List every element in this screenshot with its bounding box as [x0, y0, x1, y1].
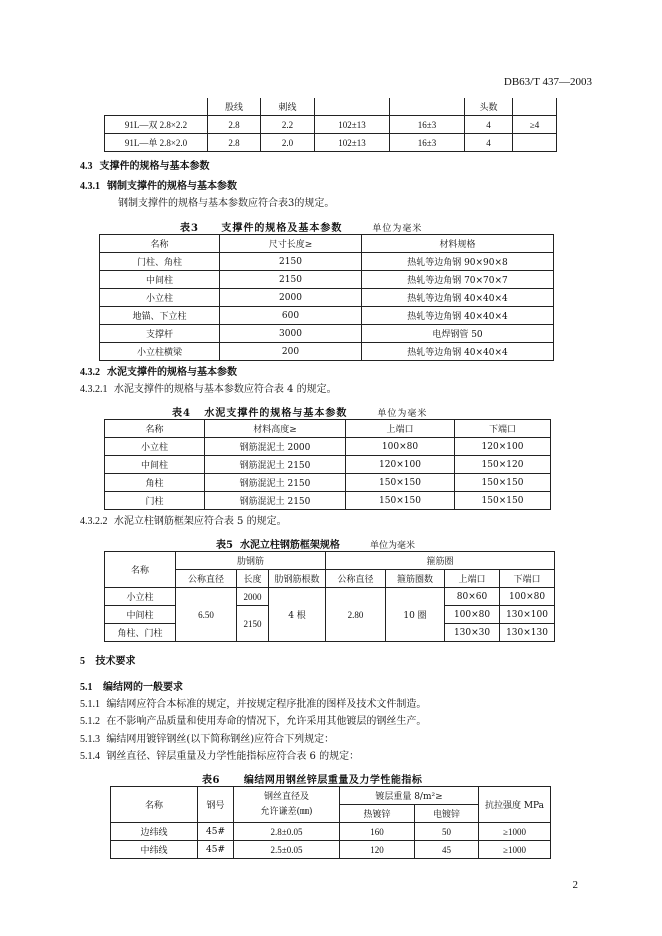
table-cell: 100×80 — [346, 438, 455, 456]
table-cell: 2150 — [220, 271, 362, 289]
table-row — [105, 420, 551, 438]
table-header-cell: 公称直径 — [326, 570, 386, 588]
table-row — [111, 787, 551, 805]
table-cell: 钢筋混泥土 2150 — [205, 492, 346, 510]
table-cell: ≥1000 — [479, 823, 551, 841]
table-header-cell: 材料高度≥ — [205, 420, 346, 438]
table-cell: 16±3 — [390, 134, 465, 152]
table-cell: 2000 — [220, 289, 362, 307]
table5 — [104, 551, 555, 642]
table4 — [104, 419, 551, 510]
table-cell: 2.5±0.05 — [234, 841, 340, 859]
table-cell: 150×150 — [455, 492, 551, 510]
table-row — [100, 271, 554, 289]
paragraph-4-3-2-2: 4.3.2.2 水泥立柱钢筋框架应符合表 5 的规定。 — [80, 516, 287, 527]
table5-caption: 表5 水泥立柱钢筋框架规格 单位为毫米 — [216, 540, 415, 551]
table-cell: 边纬线 — [111, 823, 198, 841]
table-cell: 头数 — [465, 98, 513, 116]
table-row — [105, 474, 551, 492]
table-cell: 50 — [415, 823, 479, 841]
table-header-cell: 名称 — [100, 235, 220, 253]
table-row — [105, 98, 557, 116]
table-cell: 2.2 — [261, 116, 315, 134]
table-cell: 热轧等边角钢 40×40×4 — [362, 289, 554, 307]
table-cell: 2.80 — [326, 588, 386, 642]
table-header-cell: 钢号 — [198, 787, 234, 823]
table-cell: 130×100 — [500, 606, 555, 624]
paragraph-5-1-1: 5.1.1 编结网应符合本标准的规定，并按规定程序批准的图样及技术文件制造。 — [80, 699, 427, 710]
table-header-cell: 上端口 — [346, 420, 455, 438]
table-cell: 150×150 — [455, 474, 551, 492]
table-cell: 120 — [340, 841, 415, 859]
table-row — [105, 116, 557, 134]
table-cell: 10 圈 — [386, 588, 445, 642]
table-cell: 3000 — [220, 325, 362, 343]
table-cell: 102±13 — [315, 116, 390, 134]
table-header-cell: 下端口 — [455, 420, 551, 438]
table-cell: 2.0 — [261, 134, 315, 152]
table-row — [100, 307, 554, 325]
table-row — [105, 552, 555, 570]
table-cell: 16±3 — [390, 116, 465, 134]
table3 — [99, 234, 554, 361]
table-cell: 热轧等边角钢 40×40×4 — [362, 343, 554, 361]
section-heading-5-1: 5.1 编结网的一般要求 — [80, 682, 183, 693]
table-cell: 2.8 — [208, 116, 261, 134]
table-cell: 地锚、下立柱 — [100, 307, 220, 325]
table-row — [100, 235, 554, 253]
table-header-cell: 长度 — [237, 570, 269, 588]
table-cell: 100×80 — [500, 588, 555, 606]
paragraph-5-1-2: 5.1.2 在不影响产品质量和使用寿命的情况下，允许采用其他镀层的钢丝生产。 — [80, 716, 427, 727]
table-cell: 中间柱 — [105, 606, 176, 624]
table-cell: 中间柱 — [105, 456, 205, 474]
table-header-cell: 热镀锌 — [340, 805, 415, 823]
table-cell: 4 — [465, 116, 513, 134]
table-cell: 股线 — [208, 98, 261, 116]
table-cell: 120×100 — [346, 456, 455, 474]
table-cell: 钢筋混泥土 2150 — [205, 474, 346, 492]
table-cell: 小立柱横梁 — [100, 343, 220, 361]
table-cell: 2.8±0.05 — [234, 823, 340, 841]
table-cell: 91L—双 2.8×2.2 — [105, 116, 208, 134]
table-cell: 160 — [340, 823, 415, 841]
table-cell: 100×80 — [445, 606, 500, 624]
table-cell: 130×130 — [500, 624, 555, 642]
table-cell: 刺线 — [261, 98, 315, 116]
doc-code-header: DB63/T 437—2003 — [503, 76, 592, 88]
table-header-cell: 材料规格 — [362, 235, 554, 253]
section-heading-5: 5 技术要求 — [80, 656, 136, 667]
table-header-cell: 公称直径 — [176, 570, 237, 588]
table-cell: 小立柱 — [105, 588, 176, 606]
table-row — [111, 823, 551, 841]
table-cell: 热轧等边角钢 90×90×8 — [362, 253, 554, 271]
table-cell: 热轧等边角钢 70×70×7 — [362, 271, 554, 289]
table-cell: 120×100 — [455, 438, 551, 456]
table-cell: 小立柱 — [105, 438, 205, 456]
table-cell: 钢筋混泥土 2000 — [205, 438, 346, 456]
table-row — [105, 438, 551, 456]
top-table — [104, 98, 557, 152]
table-cell: ≥1000 — [479, 841, 551, 859]
table-row — [111, 841, 551, 859]
table-cell: 91L—单 2.8×2.0 — [105, 134, 208, 152]
table-header-cell: 抗拉强度 MPa — [479, 787, 551, 823]
table-row — [100, 253, 554, 271]
table-cell: 4 根 — [269, 588, 326, 642]
table-cell: 150×120 — [455, 456, 551, 474]
table-cell: 600 — [220, 307, 362, 325]
table-row — [105, 492, 551, 510]
table-header-cell: 尺寸长度≥ — [220, 235, 362, 253]
table-cell: 中间柱 — [100, 271, 220, 289]
table-cell: 45# — [198, 823, 234, 841]
table-header-cell: 名称 — [105, 420, 205, 438]
table-header-cell: 名称 — [111, 787, 198, 823]
table-header-cell: 下端口 — [500, 570, 555, 588]
table-cell: 角柱 — [105, 474, 205, 492]
paragraph-4-3-2-1: 4.3.2.1 水泥支撑件的规格与基本参数应符合表 4 的规定。 — [80, 384, 337, 395]
table-header-cell: 箍筋圈数 — [386, 570, 445, 588]
table-header-cell: 钢丝直径及 允许谦差(㎜) — [234, 787, 340, 823]
table4-caption: 表4 水泥支撑件的规格与基本参数 单位为毫米 — [172, 408, 428, 419]
paragraph-4-3-1: 钢制支撑件的规格与基本参数应符合表3的规定。 — [118, 198, 335, 209]
section-heading-4-3: 4.3 支撑件的规格与基本参数 — [80, 161, 210, 172]
table6-caption: 表6 编结网用钢丝锌层重量及力学性能指标 — [202, 775, 423, 786]
paragraph-5-1-4: 5.1.4 钢丝直径、锌层重量及力学性能指标应符合表 6 的规定： — [80, 751, 360, 762]
table-cell: 200 — [220, 343, 362, 361]
table-header-cell: 肋钢筋根数 — [269, 570, 326, 588]
table-cell: 2.8 — [208, 134, 261, 152]
table-cell: 2150 — [220, 253, 362, 271]
table-cell: 钢筋混泥土 2150 — [205, 456, 346, 474]
table-cell: 电焊钢管 50 — [362, 325, 554, 343]
table-cell: 45# — [198, 841, 234, 859]
table-row — [105, 134, 557, 152]
table-cell: 150×150 — [346, 474, 455, 492]
table6 — [110, 786, 551, 859]
paragraph-5-1-3: 5.1.3 编结网用镀锌钢丝(以下简称钢丝)应符合下列规定： — [80, 734, 335, 745]
table-cell: ≥4 — [513, 116, 557, 134]
table-header-cell: 箍筋圈 — [326, 552, 555, 570]
table-cell: 小立柱 — [100, 289, 220, 307]
table-cell: 支撑杆 — [100, 325, 220, 343]
table-cell: 6.50 — [176, 588, 237, 642]
page-number: 2 — [572, 879, 578, 891]
table-row — [100, 289, 554, 307]
table-row — [105, 588, 555, 606]
table-cell: 80×60 — [445, 588, 500, 606]
table-cell: 热轧等边角钢 40×40×4 — [362, 307, 554, 325]
table-header-cell: 镀层重量 8/m²≥ — [340, 787, 479, 805]
table-cell: 角柱、门柱 — [105, 624, 176, 642]
table-header-cell: 电镀锌 — [415, 805, 479, 823]
table-row — [105, 456, 551, 474]
table-cell: 150×150 — [346, 492, 455, 510]
table-cell: 2000 — [237, 588, 269, 606]
table-header-cell: 肋钢筋 — [176, 552, 326, 570]
table-cell: 门柱 — [105, 492, 205, 510]
table-cell: 45 — [415, 841, 479, 859]
table-cell: 2150 — [237, 606, 269, 642]
section-heading-4-3-2: 4.3.2 水泥支撑件的规格与基本参数 — [80, 367, 237, 378]
table-row — [100, 343, 554, 361]
table-row — [100, 325, 554, 343]
table-cell: 102±13 — [315, 134, 390, 152]
table-cell: 4 — [465, 134, 513, 152]
table-cell — [513, 134, 557, 152]
table-cell: 门柱、角柱 — [100, 253, 220, 271]
table-header-cell: 名称 — [105, 552, 176, 588]
section-heading-4-3-1: 4.3.1 钢制支撑件的规格与基本参数 — [80, 181, 237, 192]
table-cell: 130×30 — [445, 624, 500, 642]
table3-caption: 表3 支撑件的规格及基本参数 单位为毫米 — [180, 223, 423, 234]
table-header-cell: 上端口 — [445, 570, 500, 588]
table-cell: 中纬线 — [111, 841, 198, 859]
